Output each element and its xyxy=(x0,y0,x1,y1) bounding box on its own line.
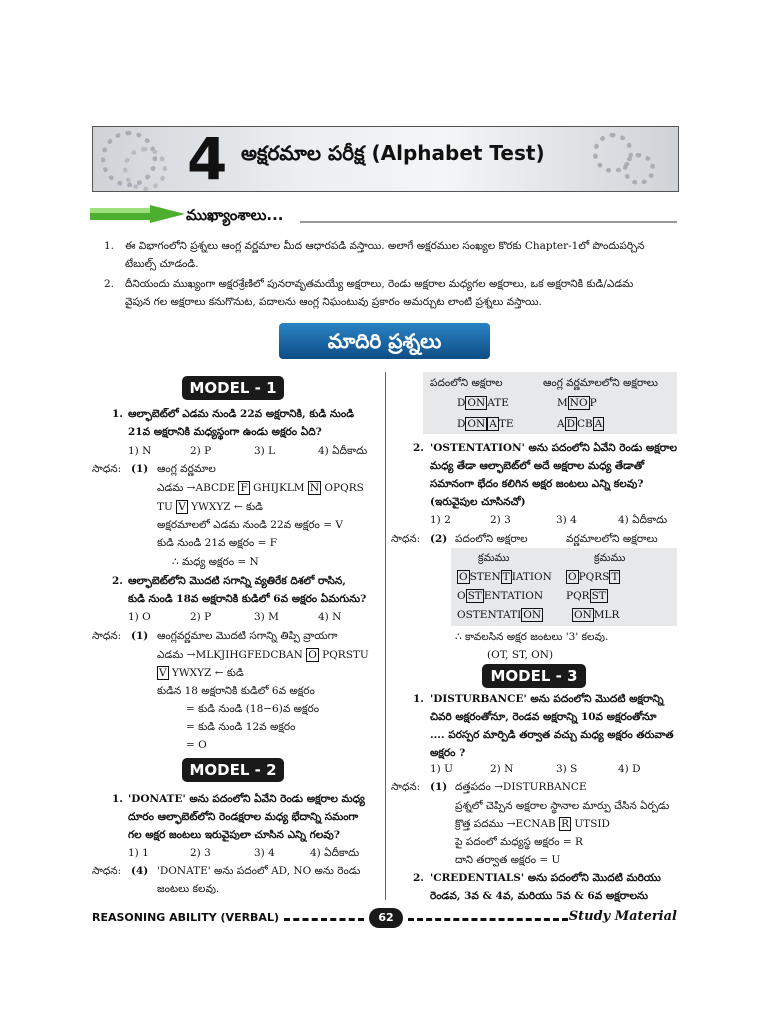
solution-label: సాధన: xyxy=(391,533,421,545)
q3-number: 1. xyxy=(112,793,123,805)
table2-header-1: క్రమము xyxy=(478,552,510,564)
table2-header-2: క్రమము xyxy=(594,552,626,564)
q4-option-1: 1) 2 xyxy=(430,514,451,526)
table1-row1-alpha: M NO P xyxy=(557,397,597,409)
q2-sol-line7: = O xyxy=(186,739,207,751)
q6-line1: 'CREDENTIALS' అను పదంలోని మొదటి మరియు xyxy=(430,872,661,884)
q2-line1: ఆల్ఫాబెట్‌లోని మొదటి సగాన్ని వ్యతిరేక దిశలో రాసిన, xyxy=(128,575,346,587)
q4-sol-col2: వర్ణమాలలోని అక్షరాలు xyxy=(566,533,658,545)
model-3-label: MODEL - 3 xyxy=(482,664,586,688)
q3-option-1: 1) 1 xyxy=(128,847,149,859)
q4-conclusion: ∴ కావలసిన అక్షర జంటలు '3' కలవు. xyxy=(455,631,609,643)
q4-option-3: 3) 4 xyxy=(556,514,577,526)
q3-option-4: 4) ఏదీకాదు xyxy=(310,847,360,859)
q2-option-2: 2) P xyxy=(190,611,212,623)
q2-sol-line4: కుడిన 18 అక్షరానికి కుడిలో 6వ అక్షరం xyxy=(157,685,315,697)
q4-option-2: 2) 3 xyxy=(490,514,511,526)
q5-answer: (1) xyxy=(430,781,448,793)
q1-option-1: 1) N xyxy=(128,445,152,457)
arrow-icon xyxy=(90,205,185,223)
q5-option-4: 4) D xyxy=(618,763,641,775)
q4-line1: 'OSTENTATION' అను పదంలోని ఏవేని రెండు అక్షరాల xyxy=(430,442,678,454)
key-point-1-line2: టేబుల్స్ చూడండి. xyxy=(125,258,199,270)
table2-row2-alpha: PQR ST xyxy=(566,590,606,602)
q2-sol-line3: V YWXYZ ← కుడి xyxy=(159,667,244,679)
q5-option-2: 2) N xyxy=(490,763,514,775)
q5-option-1: 1) U xyxy=(430,763,453,775)
page-footer xyxy=(92,908,677,930)
q4-line3: సమానంగా భేదం కలిగిన అక్షర జంటలు ఎన్ని కలవు? xyxy=(430,478,644,490)
key-point-2-line1: దీనియందు ముఖ్యంగా అక్షరశ్రేణిలో పునరావృతమయ్యే అక్షరాలు, రెండు అక్షరాల మధ్యగల అక్షరాలు, ఒక అక్షరానికి కుడి/ఎడమ xyxy=(125,278,634,290)
q3-option-2: 2) 3 xyxy=(190,847,211,859)
chapter-title: అక్షరమాల పరీక్ష (Alphabet Test) xyxy=(241,141,545,165)
solution-label: సాధన: xyxy=(92,865,122,877)
q3-line1: 'DONATE' అను పదంలోని ఏవేని రెండు అక్షరాల మధ్య xyxy=(128,793,365,805)
solution-label: సాధన: xyxy=(391,781,421,793)
q1-sol-line5: కుడి నుండి 21వ అక్షరం = F xyxy=(157,537,278,549)
q3-option-3: 3) 4 xyxy=(254,847,275,859)
page-number: 62 xyxy=(369,908,403,928)
chapter-banner xyxy=(92,126,679,192)
q5-line3: .... పరస్పర మార్పిడి తర్వాత వచ్చు మధ్య అక్షరం తరువాత xyxy=(430,729,674,741)
q1-answer: (1) xyxy=(131,463,149,475)
q5-sol-line4: పై పదంలో మధ్యస్థ అక్షరం = R xyxy=(455,836,583,848)
gear-icon xyxy=(623,153,655,185)
q2-sol-line5: = కుడి నుండి (18−6)వ అక్షరం xyxy=(186,703,320,715)
q5-sol-line1: దత్తపదం →DISTURBANCE xyxy=(455,781,587,793)
q3-answer: (4) xyxy=(131,865,149,877)
q1-sol-line4: అక్షరమాలలో ఎడమ నుండి 22వ అక్షరం = V xyxy=(157,519,343,531)
table1-row1-word: D ON ATE xyxy=(457,397,509,409)
q4-number: 2. xyxy=(413,442,424,454)
key-point-2-num: 2. xyxy=(104,278,115,290)
table2-row3-word: OSTENTATI ON xyxy=(457,609,542,621)
q4-line4: (ఇరువైపుల చూసినచో) xyxy=(430,496,526,508)
q1-option-4: 4) ఏదీకాదు xyxy=(318,445,368,457)
q5-line2: చివరి అక్షరంతోనూ, రెండవ అక్షరాన్ని 10వ అక్షరంతోనూ xyxy=(430,711,657,723)
footer-rule xyxy=(408,918,568,921)
q5-number: 1. xyxy=(413,693,424,705)
footer-rule xyxy=(284,918,364,921)
q5-line4: అక్షరం ? xyxy=(430,747,466,759)
q5-sol-line3: క్రొత్త పదము →ECNAB R UTSID xyxy=(455,818,610,830)
q1-sol-line2: ఎడమ →ABCDE F GHIJKLM N OPQRS xyxy=(157,482,364,494)
q1-number: 1. xyxy=(112,408,123,420)
q6-number: 2. xyxy=(413,872,424,884)
solution-label: సాధన: xyxy=(92,630,122,642)
footer-study-material: Study Material xyxy=(568,909,677,924)
section-banner: మాదిరి ప్రశ్నలు xyxy=(279,323,490,359)
q1-sol-line1: ఆంగ్ల వర్ణమాల xyxy=(157,463,216,475)
table2-row3-alpha: ON MLR xyxy=(574,609,620,621)
q3-line3: గల అక్షర జంటలు ఇరువైపులా చూసిన ఎన్ని గలవు? xyxy=(128,829,340,841)
q1-line2: 21వ అక్షరానికి మధ్యస్థంగా ఉండు అక్షరం ఏది? xyxy=(128,426,322,438)
key-points-title: ముఖ్యాంశాలు... xyxy=(186,206,284,224)
q1-sol-line6: ∴ మధ్య అక్షరం = N xyxy=(172,556,259,568)
q5-line1: 'DISTURBANCE' అను పదంలోని మొదటి అక్షరాన్ని xyxy=(430,693,664,705)
table1-row2-word: D ON A TE xyxy=(457,418,514,430)
model-1-label: MODEL - 1 xyxy=(182,376,284,400)
model-2-label: MODEL - 2 xyxy=(182,758,284,782)
column-divider xyxy=(385,372,386,900)
q2-option-1: 1) O xyxy=(128,611,151,623)
q5-sol-line2: ప్రశ్నలో చెప్పిన అక్షరాల స్థానాల మార్పు చేసిన ఏర్పడు xyxy=(455,800,670,812)
gear-icon xyxy=(123,147,167,191)
q3-sol-line2: జంటలు కలవు. xyxy=(157,883,220,895)
q1-sol-line3: TU V YWXYZ ← కుడి xyxy=(157,501,263,513)
q1-option-3: 3) L xyxy=(254,445,276,457)
key-point-2-line2: వైపున గల అక్షరాలు కనుగొనుట, పదాలను ఆంగ్ల నిఘంటువు ప్రకారం అమర్చుట లాంటి ప్రశ్నలు వస్తాయి. xyxy=(125,296,542,308)
q4-sol-col1: పదంలోని అక్షరాల xyxy=(455,533,528,545)
key-point-1-line1: ఈ విభాగంలోని ప్రశ్నలు ఆంగ్ల వర్ణమాల మీద ఆధారపడి వస్తాయి. అలాగే అక్షరముల సంఖ్యల కొరకు Chapter-1లో పొందుపర్చిన xyxy=(125,240,645,252)
table1-row2-alpha: A D CB A xyxy=(557,418,603,430)
q1-line1: ఆల్ఫాబెట్‌లో ఎడమ నుండి 22వ అక్షరానికి, కుడి నుండి xyxy=(128,408,354,420)
table2-row1-word: O STEN T IATION xyxy=(459,571,552,583)
q3-line2: దూరం ఆల్ఫాబెట్‌లోని రెండక్షరాల మధ్య భేదాన్ని సమంగా xyxy=(128,811,359,823)
q2-sol-line1: ఆంగ్లవర్ణమాల మొదటి సగాన్ని తిప్పి వ్రాయగా xyxy=(157,630,338,642)
key-point-1-num: 1. xyxy=(104,240,115,252)
table1-header-1: పదంలోని అక్షరాల xyxy=(430,377,503,389)
q6-line2: రెండవ, 3వ & 4వ, మరియు 5వ & 6వ అక్షరాలను xyxy=(430,890,649,902)
q5-option-3: 3) S xyxy=(556,763,578,775)
q4-conclusion-pairs: (OT, ST, ON) xyxy=(487,649,554,661)
footer-book-title: REASONING ABILITY (VERBAL) xyxy=(92,911,279,924)
table2-row2-word: O ST ENTATION xyxy=(457,590,544,602)
q2-option-4: 4) N xyxy=(318,611,342,623)
q4-line2: మధ్య తేడా ఆల్ఫాబెట్‌లో అదే అక్షరాల మధ్య తేడాతో xyxy=(430,460,645,472)
q2-number: 2. xyxy=(112,575,123,587)
q5-sol-line5: దాని తర్వాత అక్షరం = U xyxy=(455,854,561,866)
table2-row1-alpha: O PQRS T xyxy=(568,571,619,583)
q4-answer: (2) xyxy=(430,533,448,545)
divider xyxy=(300,221,677,223)
q2-option-3: 3) M xyxy=(254,611,279,623)
q2-sol-line2: ఎడమ →MLKJIHGFEDCBAN O PQRSTU xyxy=(157,649,369,661)
q4-option-4: 4) ఏదీకాదు xyxy=(618,514,668,526)
q2-line2: కుడి నుండి 18వ అక్షరానికి కుడిలో 6వ అక్షరం ఏమగును? xyxy=(128,593,367,605)
q2-sol-line6: = కుడి నుండి 12వ అక్షరం xyxy=(186,721,296,733)
q2-answer: (1) xyxy=(131,630,149,642)
q3-sol-line1: 'DONATE' అను పదంలో AD, NO అను రెండు xyxy=(157,865,361,877)
q1-option-2: 2) P xyxy=(190,445,212,457)
chapter-number: 4 xyxy=(187,126,228,192)
solution-label: సాధన: xyxy=(92,463,122,475)
table1-header-2: ఆంగ్ల వర్ణమాలలోని అక్షరాలు xyxy=(543,377,658,389)
